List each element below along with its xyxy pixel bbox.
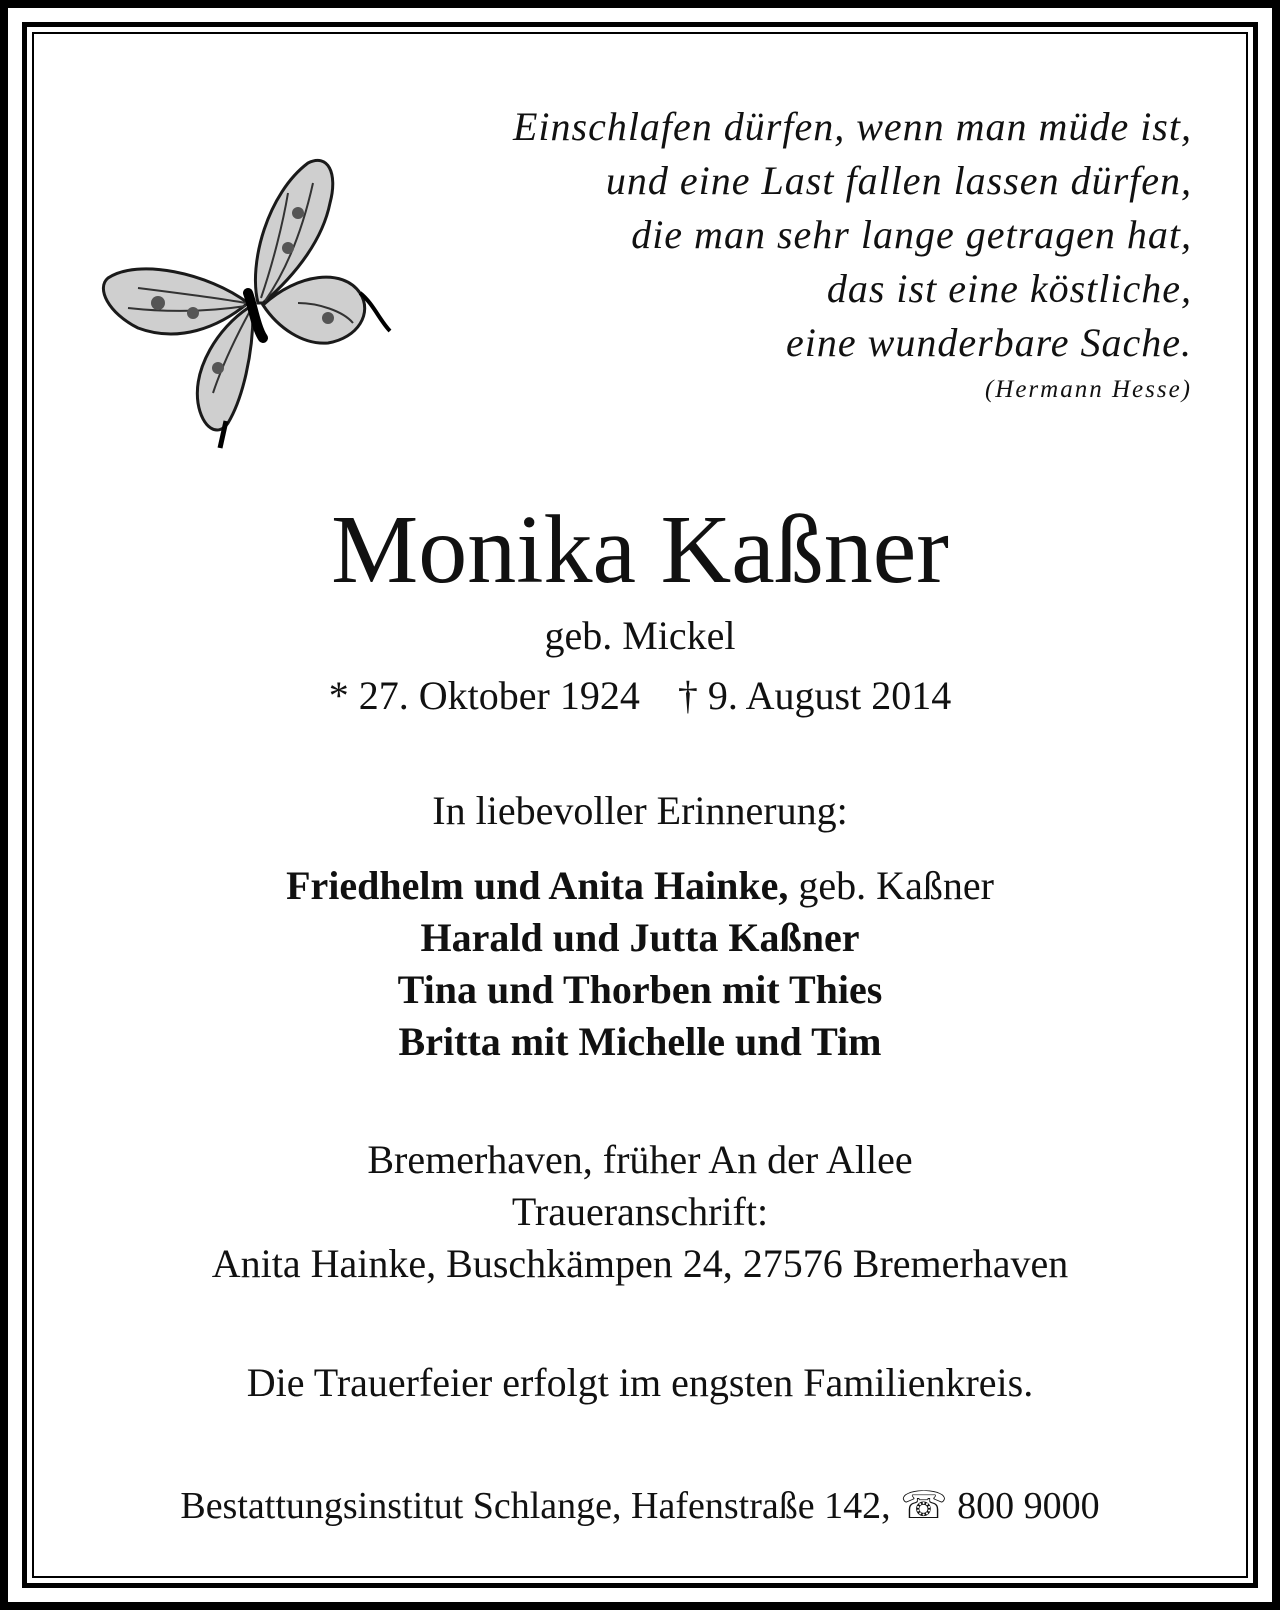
memorial-heading: In liebevoller Erinnerung: bbox=[432, 788, 848, 833]
family-line: Tina und Thorben mit Thies bbox=[397, 967, 883, 1012]
family-line bbox=[8, 860, 1272, 912]
maiden-name: geb. Mickel bbox=[544, 613, 736, 658]
mourning-address: Anita Hainke, Buschkämpen 24, 27576 Bremerhaven bbox=[211, 1241, 1069, 1286]
family-list bbox=[8, 860, 1272, 1068]
undertaker-line bbox=[8, 1481, 1272, 1531]
phone-icon: ☏ bbox=[900, 1485, 948, 1527]
poem-line: das ist eine köstliche, bbox=[826, 266, 1192, 311]
residence: Bremerhaven, früher An der Allee bbox=[367, 1137, 913, 1182]
poem bbox=[513, 100, 1192, 410]
address-block bbox=[8, 1134, 1272, 1290]
family-line-maiden: geb. Kaßner bbox=[788, 863, 994, 908]
poem-author: (Hermann Hesse) bbox=[984, 376, 1192, 403]
butterfly-icon bbox=[98, 153, 398, 453]
poem-line: die man sehr lange getragen hat, bbox=[631, 212, 1192, 257]
undertaker-phone: 800 9000 bbox=[957, 1485, 1100, 1527]
obituary-notice bbox=[8, 8, 1272, 1602]
family-line-names: Friedhelm und Anita Hainke, bbox=[286, 863, 789, 908]
mourning-address-label: Traueranschrift: bbox=[511, 1189, 769, 1234]
deceased-name: Monika Kaßner bbox=[331, 496, 949, 604]
poem-line: Einschlafen dürfen, wenn man müde ist, bbox=[512, 104, 1192, 149]
death-date: † 9. August 2014 bbox=[677, 673, 952, 718]
poem-line: eine wunderbare Sache. bbox=[786, 320, 1192, 365]
family-line: Britta mit Michelle und Tim bbox=[398, 1019, 882, 1064]
undertaker-text: Bestattungsinstitut Schlange, Hafenstraße 142, bbox=[180, 1485, 901, 1527]
family-line: Harald und Jutta Kaßner bbox=[420, 915, 860, 960]
poem-line: und eine Last fallen lassen dürfen, bbox=[605, 158, 1192, 203]
life-dates bbox=[8, 670, 1272, 722]
ceremony-note: Die Trauerfeier erfolgt im engsten Familienkreis. bbox=[246, 1360, 1034, 1405]
birth-date: * 27. Oktober 1924 bbox=[328, 673, 640, 718]
